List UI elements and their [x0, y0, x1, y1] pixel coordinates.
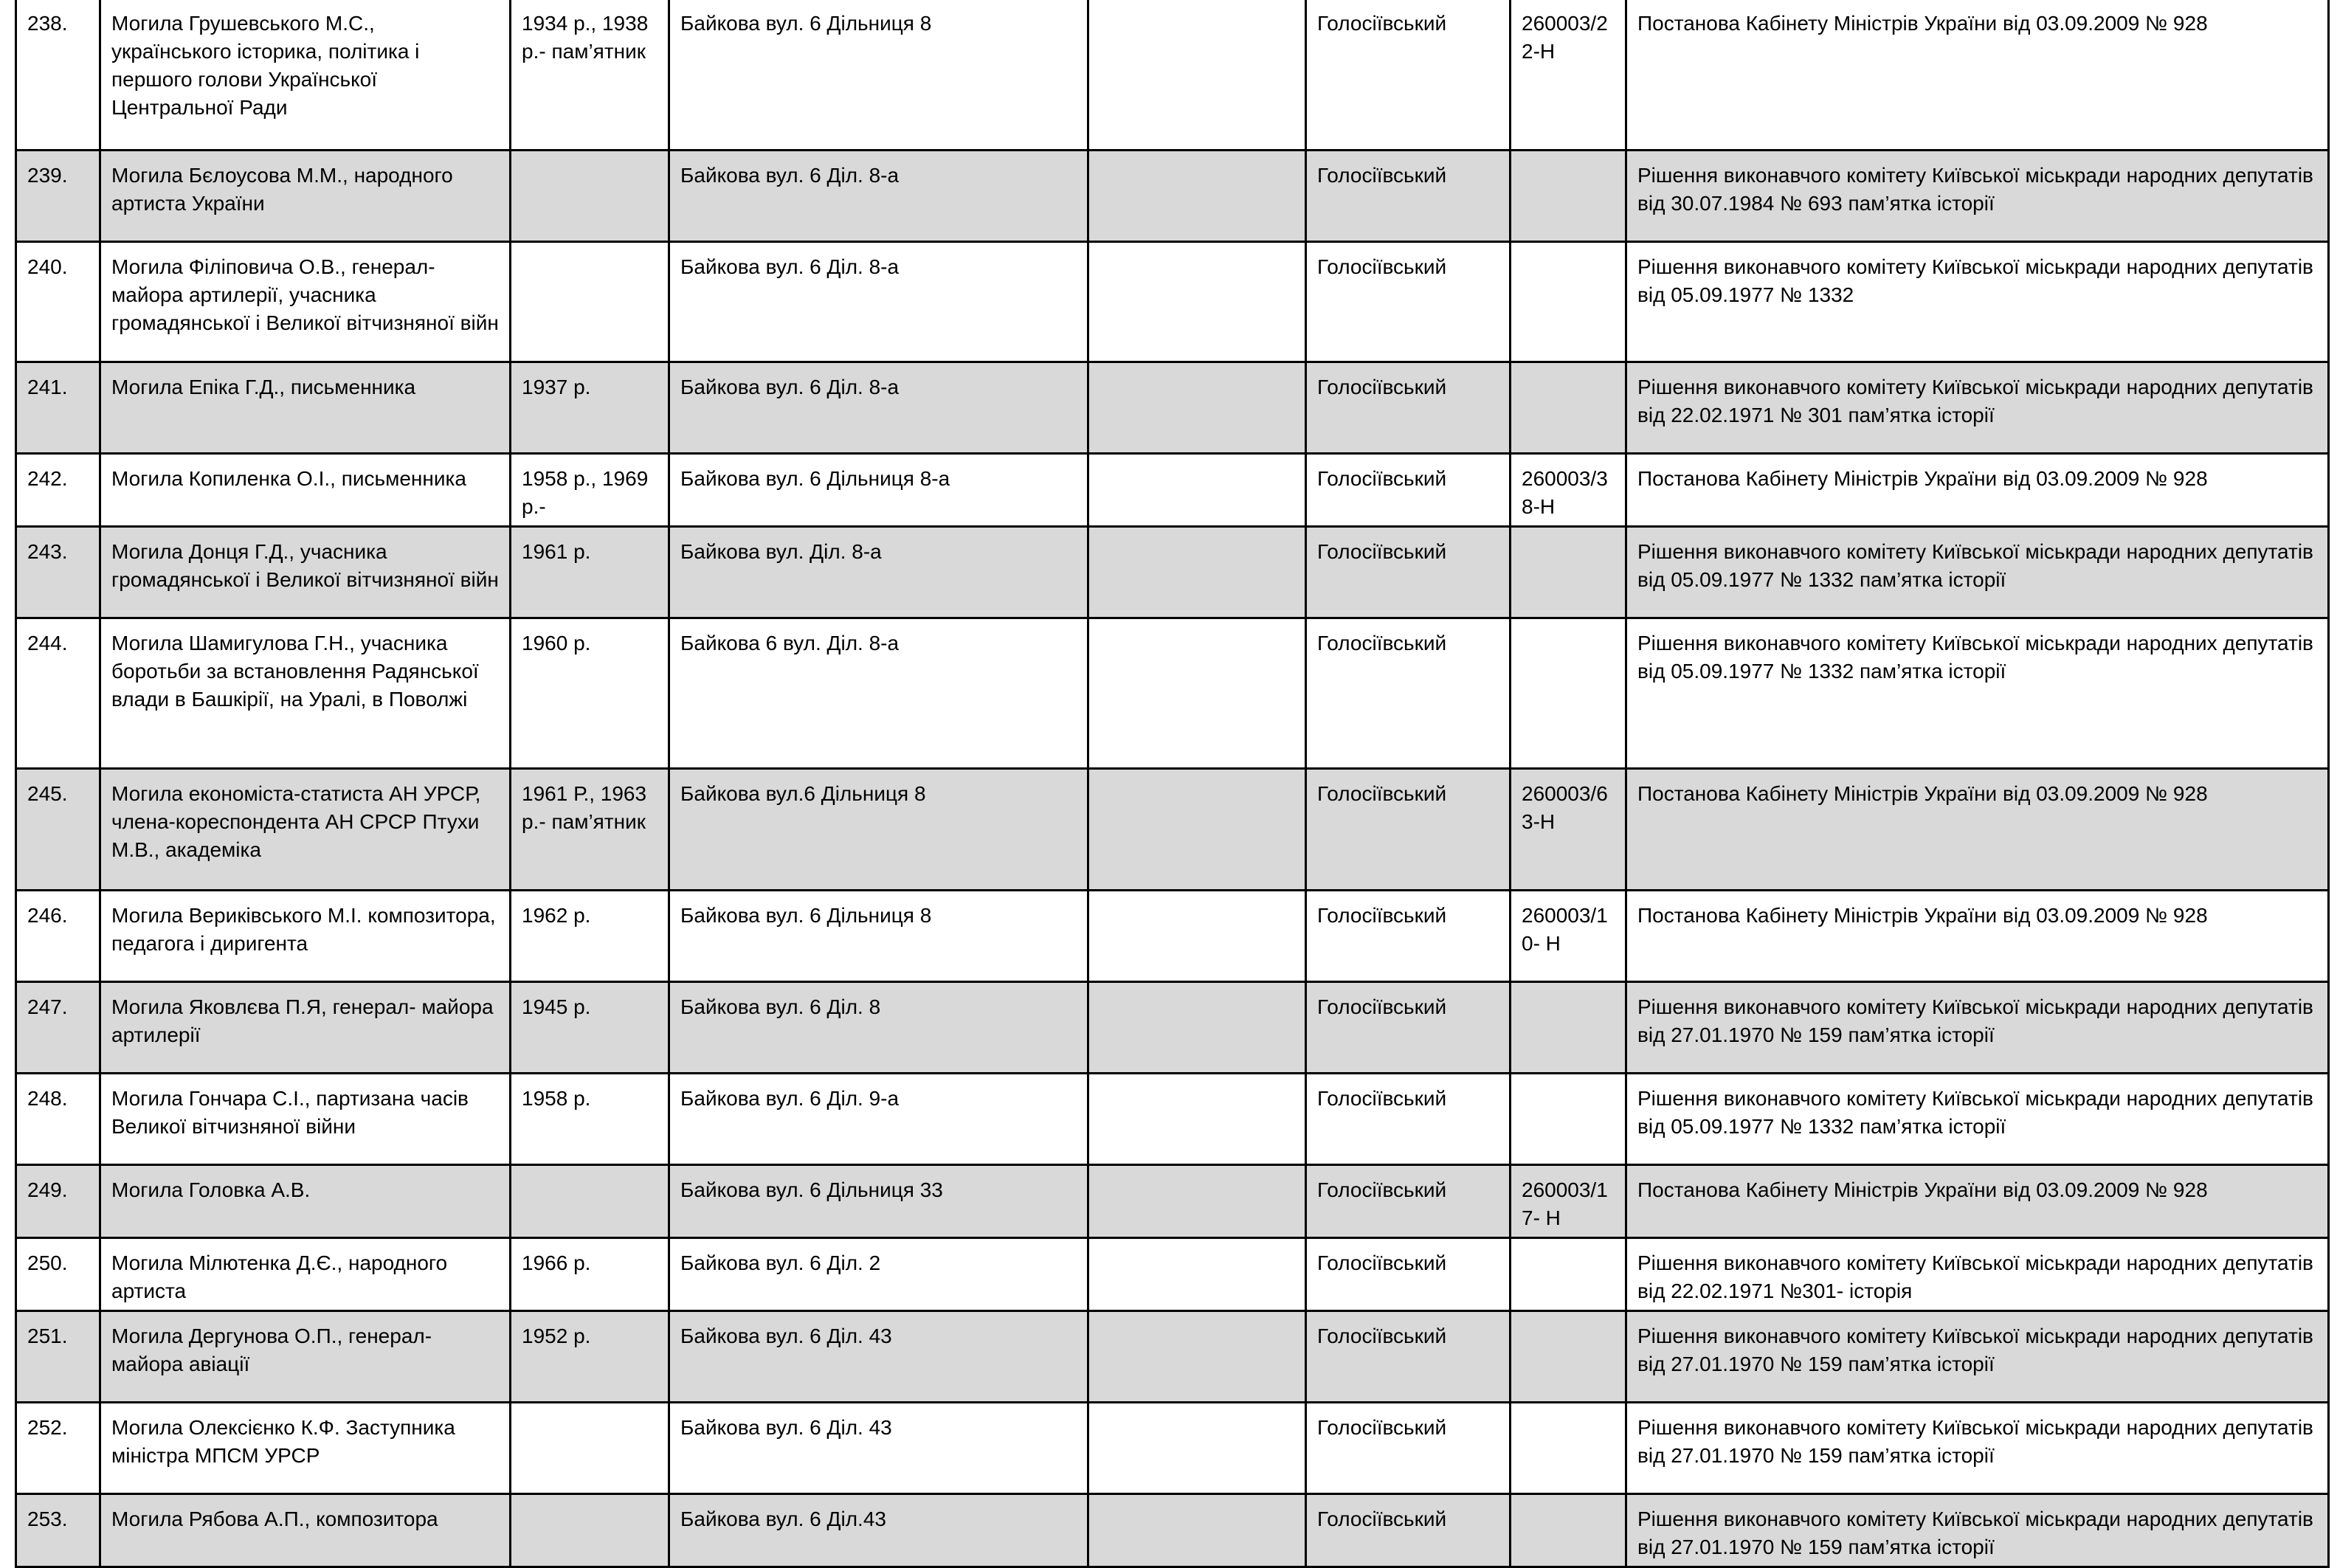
object-address-cell: Байкова вул. Діл. 8-а [669, 527, 1088, 618]
legal-document-cell: Рішення виконавчого комітету Київської міськради народних депутатів від 05.09.1977 № 1332 пам’ятка історії [1626, 618, 2329, 769]
object-name-cell: Могила Грушевського М.С., українського історика, політика і першого голови Української Центральної Ради [100, 0, 511, 151]
row-number-cell: 245. [16, 769, 100, 891]
protection-code-cell [1511, 982, 1626, 1074]
object-district-cell: Голосіївський [1306, 1074, 1511, 1165]
object-date-cell: 1958 р. [511, 1074, 669, 1165]
object-date-cell: 1945 р. [511, 982, 669, 1074]
object-date-cell: 1958 р., 1969 р.- [511, 454, 669, 527]
object-address-cell: Байкова вул. 6 Діл.43 [669, 1494, 1088, 1567]
object-district-cell: Голосіївський [1306, 1238, 1511, 1311]
object-date-cell [511, 1494, 669, 1567]
object-extra-cell [1088, 618, 1306, 769]
object-extra-cell [1088, 527, 1306, 618]
object-district-cell: Голосіївський [1306, 769, 1511, 891]
legal-document-cell: Рішення виконавчого комітету Київської міськради народних депутатів від 27.01.1970 № 159 пам’ятка історії [1626, 1403, 2329, 1494]
object-district-cell: Голосіївський [1306, 1165, 1511, 1238]
object-address-cell: Байкова вул. 6 Діл. 2 [669, 1238, 1088, 1311]
protection-code-cell [1511, 151, 1626, 242]
object-name-cell: Могила Вериківського М.І. композитора, педагога і диригента [100, 891, 511, 982]
object-address-cell: Байкова вул. 6 Дільниця 8 [669, 891, 1088, 982]
object-extra-cell [1088, 454, 1306, 527]
protection-code-cell [1511, 527, 1626, 618]
table-row [16, 769, 2329, 891]
legal-document-cell: Рішення виконавчого комітету Київської міськради народних депутатів від 27.01.1970 № 159 пам’ятка історії [1626, 1494, 2329, 1567]
protection-code-cell [1511, 1403, 1626, 1494]
object-address-cell: Байкова 6 вул. Діл. 8-а [669, 618, 1088, 769]
legal-document-cell: Рішення виконавчого комітету Київської міськради народних депутатів від 05.09.1977 № 1332 [1626, 242, 2329, 362]
object-date-cell: 1934 р., 1938 р.- пам’ятник [511, 0, 669, 151]
table-row [16, 1494, 2329, 1567]
object-address-cell: Байкова вул. 6 Дільниця 8 [669, 0, 1088, 151]
object-district-cell: Голосіївський [1306, 0, 1511, 151]
monuments-registry-table [15, 0, 2330, 1568]
object-address-cell: Байкова вул. 6 Діл. 8 [669, 982, 1088, 1074]
legal-document-cell: Рішення виконавчого комітету Київської міськради народних депутатів від 27.01.1970 № 159 пам’ятка історії [1626, 982, 2329, 1074]
object-address-cell: Байкова вул.6 Дільниця 8 [669, 769, 1088, 891]
legal-document-cell: Рішення виконавчого комітету Київської міськради народних депутатів від 22.02.1971 №301- історія [1626, 1238, 2329, 1311]
row-number-cell: 250. [16, 1238, 100, 1311]
object-district-cell: Голосіївський [1306, 151, 1511, 242]
object-name-cell: Могила Бєлоусова М.М., народного артиста України [100, 151, 511, 242]
protection-code-cell [1511, 1074, 1626, 1165]
object-district-cell: Голосіївський [1306, 618, 1511, 769]
table-row [16, 891, 2329, 982]
legal-document-cell: Рішення виконавчого комітету Київської міськради народних депутатів від 30.07.1984 № 693 пам’ятка історії [1626, 151, 2329, 242]
object-extra-cell [1088, 1403, 1306, 1494]
legal-document-cell: Постанова Кабінету Міністрів України від 03.09.2009 № 928 [1626, 0, 2329, 151]
protection-code-cell [1511, 1311, 1626, 1403]
object-address-cell: Байкова вул. 6 Діл. 43 [669, 1311, 1088, 1403]
table-row [16, 1403, 2329, 1494]
object-name-cell: Могила Гончара С.І., партизана часів Великої вітчизняної війни [100, 1074, 511, 1165]
object-extra-cell [1088, 982, 1306, 1074]
object-district-cell: Голосіївський [1306, 1403, 1511, 1494]
legal-document-cell: Рішення виконавчого комітету Київської міськради народних депутатів від 27.01.1970 № 159 пам’ятка історії [1626, 1311, 2329, 1403]
object-date-cell: 1952 р. [511, 1311, 669, 1403]
row-number-cell: 251. [16, 1311, 100, 1403]
object-extra-cell [1088, 769, 1306, 891]
object-district-cell: Голосіївський [1306, 362, 1511, 454]
protection-code-cell [1511, 618, 1626, 769]
legal-document-cell: Рішення виконавчого комітету Київської міськради народних депутатів від 05.09.1977 № 1332 пам’ятка історії [1626, 527, 2329, 618]
object-date-cell: 1937 р. [511, 362, 669, 454]
object-date-cell: 1961 Р., 1963 р.- пам’ятник [511, 769, 669, 891]
protection-code-cell: 260003/63-Н [1511, 769, 1626, 891]
object-name-cell: Могила Яковлєва П.Я, генерал- майора артилерії [100, 982, 511, 1074]
legal-document-cell: Постанова Кабінету Міністрів України від 03.09.2009 № 928 [1626, 891, 2329, 982]
registry-table-body [16, 0, 2329, 1567]
object-extra-cell [1088, 0, 1306, 151]
protection-code-cell [1511, 1494, 1626, 1567]
protection-code-cell: 260003/38-Н [1511, 454, 1626, 527]
protection-code-cell: 260003/17- Н [1511, 1165, 1626, 1238]
table-row [16, 362, 2329, 454]
object-name-cell: Могила Головка А.В. [100, 1165, 511, 1238]
object-name-cell: Могила Дергунова О.П., генерал-майора авіації [100, 1311, 511, 1403]
object-district-cell: Голосіївський [1306, 454, 1511, 527]
table-row [16, 1311, 2329, 1403]
object-address-cell: Байкова вул. 6 Дільниця 33 [669, 1165, 1088, 1238]
protection-code-cell [1511, 242, 1626, 362]
row-number-cell: 240. [16, 242, 100, 362]
object-name-cell: Могила Олексієнко К.Ф. Заступника міністра МПСМ УРСР [100, 1403, 511, 1494]
table-row [16, 527, 2329, 618]
object-address-cell: Байкова вул. 6 Діл. 9-а [669, 1074, 1088, 1165]
object-date-cell: 1960 р. [511, 618, 669, 769]
object-extra-cell [1088, 891, 1306, 982]
object-name-cell: Могила економіста-статиста АН УРСР, члена-кореспондента АН СРСР Птухи М.В., академіка [100, 769, 511, 891]
object-district-cell: Голосіївський [1306, 1494, 1511, 1567]
row-number-cell: 238. [16, 0, 100, 151]
object-district-cell: Голосіївський [1306, 1311, 1511, 1403]
table-row [16, 0, 2329, 151]
object-date-cell [511, 1403, 669, 1494]
table-row [16, 242, 2329, 362]
table-row [16, 1165, 2329, 1238]
row-number-cell: 252. [16, 1403, 100, 1494]
object-address-cell: Байкова вул. 6 Діл. 8-а [669, 242, 1088, 362]
object-extra-cell [1088, 151, 1306, 242]
object-extra-cell [1088, 1165, 1306, 1238]
object-extra-cell [1088, 1074, 1306, 1165]
row-number-cell: 241. [16, 362, 100, 454]
protection-code-cell [1511, 1238, 1626, 1311]
object-name-cell: Могила Донця Г.Д., учасника громадянської і Великої вітчизняної війн [100, 527, 511, 618]
legal-document-cell: Постанова Кабінету Міністрів України від 03.09.2009 № 928 [1626, 1165, 2329, 1238]
row-number-cell: 247. [16, 982, 100, 1074]
legal-document-cell: Постанова Кабінету Міністрів України від 03.09.2009 № 928 [1626, 454, 2329, 527]
object-name-cell: Могила Шамигулова Г.Н., учасника боротьби за встановлення Радянської влади в Башкірії, на Уралі, в Поволжі [100, 618, 511, 769]
object-address-cell: Байкова вул. 6 Діл. 43 [669, 1403, 1088, 1494]
object-address-cell: Байкова вул. 6 Діл. 8-а [669, 151, 1088, 242]
object-district-cell: Голосіївський [1306, 891, 1511, 982]
object-date-cell [511, 1165, 669, 1238]
protection-code-cell: 260003/10- Н [1511, 891, 1626, 982]
object-district-cell: Голосіївський [1306, 242, 1511, 362]
object-date-cell: 1961 р. [511, 527, 669, 618]
row-number-cell: 244. [16, 618, 100, 769]
row-number-cell: 253. [16, 1494, 100, 1567]
object-district-cell: Голосіївський [1306, 982, 1511, 1074]
table-row [16, 618, 2329, 769]
row-number-cell: 243. [16, 527, 100, 618]
object-name-cell: Могила Рябова А.П., композитора [100, 1494, 511, 1567]
object-date-cell [511, 242, 669, 362]
protection-code-cell: 260003/22-Н [1511, 0, 1626, 151]
row-number-cell: 242. [16, 454, 100, 527]
object-date-cell: 1966 р. [511, 1238, 669, 1311]
table-row [16, 454, 2329, 527]
row-number-cell: 248. [16, 1074, 100, 1165]
row-number-cell: 249. [16, 1165, 100, 1238]
legal-document-cell: Рішення виконавчого комітету Київської міськради народних депутатів від 22.02.1971 № 301 пам’ятка історії [1626, 362, 2329, 454]
object-address-cell: Байкова вул. 6 Дільниця 8-а [669, 454, 1088, 527]
object-address-cell: Байкова вул. 6 Діл. 8-а [669, 362, 1088, 454]
legal-document-cell: Рішення виконавчого комітету Київської міськради народних депутатів від 05.09.1977 № 1332 пам’ятка історії [1626, 1074, 2329, 1165]
row-number-cell: 239. [16, 151, 100, 242]
object-district-cell: Голосіївський [1306, 527, 1511, 618]
legal-document-cell: Постанова Кабінету Міністрів України від 03.09.2009 № 928 [1626, 769, 2329, 891]
object-extra-cell [1088, 362, 1306, 454]
object-date-cell [511, 151, 669, 242]
row-number-cell: 246. [16, 891, 100, 982]
object-extra-cell [1088, 242, 1306, 362]
table-row [16, 151, 2329, 242]
object-extra-cell [1088, 1238, 1306, 1311]
table-row [16, 1238, 2329, 1311]
object-name-cell: Могила Філіповича О.В., генерал-майора артилерії, учасника громадянської і Великої вітчизняної війн [100, 242, 511, 362]
object-date-cell: 1962 р. [511, 891, 669, 982]
object-name-cell: Могила Копиленка О.І., письменника [100, 454, 511, 527]
object-name-cell: Могила Мілютенка Д.Є., народного артиста [100, 1238, 511, 1311]
protection-code-cell [1511, 362, 1626, 454]
object-extra-cell [1088, 1311, 1306, 1403]
table-row [16, 1074, 2329, 1165]
object-extra-cell [1088, 1494, 1306, 1567]
object-name-cell: Могила Епіка Г.Д., письменника [100, 362, 511, 454]
table-row [16, 982, 2329, 1074]
